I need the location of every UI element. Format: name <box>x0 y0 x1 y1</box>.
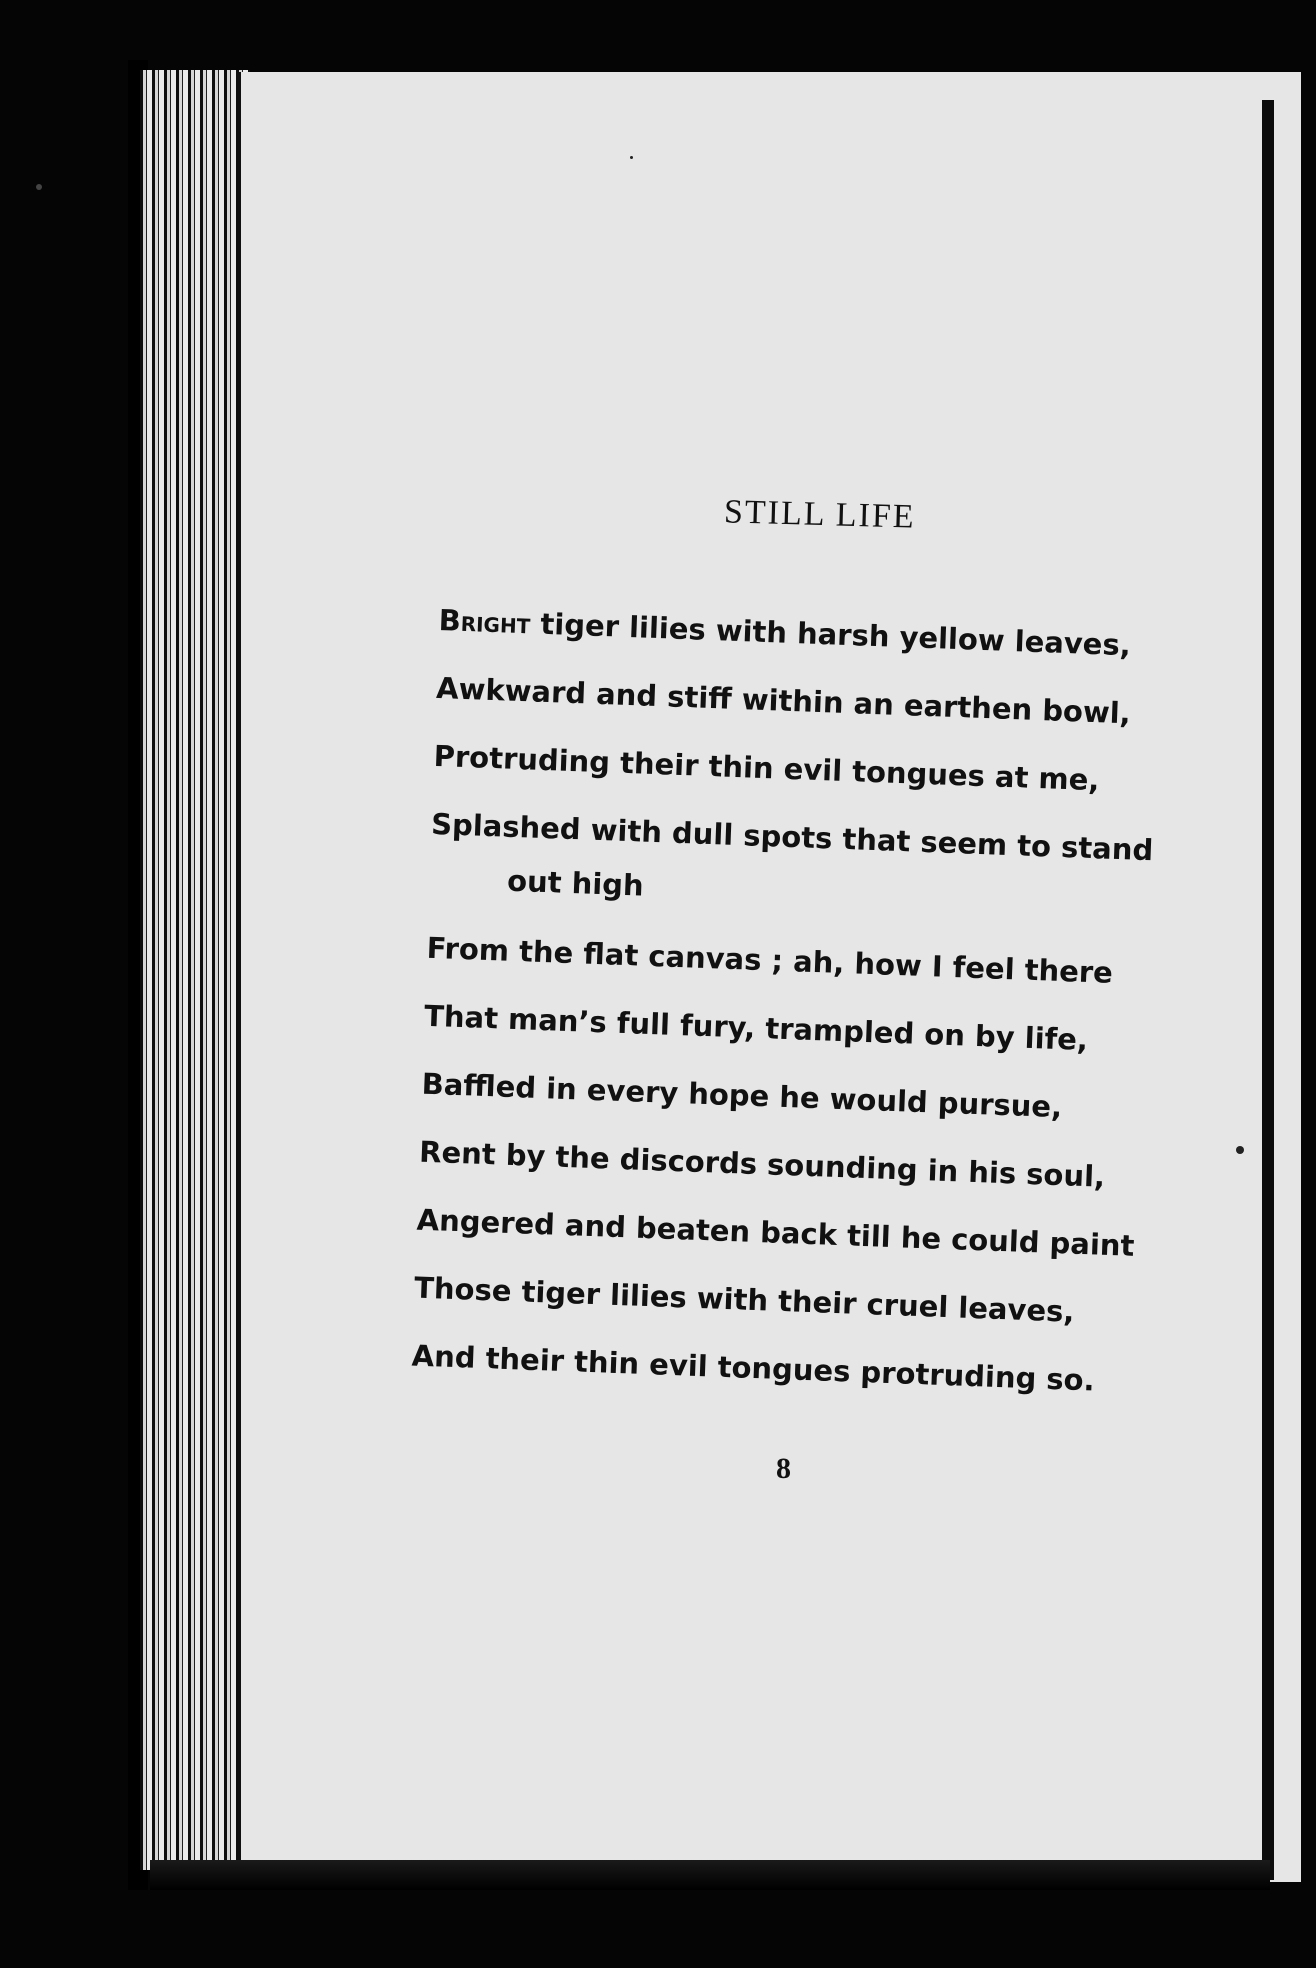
poem-line-text: tiger lilies with harsh yellow leaves, <box>529 606 1132 663</box>
poem-line: Baffled in every hope he would pursue, <box>421 1066 1063 1125</box>
page-stack-edges <box>140 70 250 1870</box>
poem-line: Angered and beaten back till he could paint <box>416 1202 1136 1263</box>
poem-line: From the flat canvas ; ah, how I feel there <box>426 930 1114 990</box>
poem-line: Splashed with dull spots that seem to stand <box>430 806 1154 868</box>
scan-speck <box>1236 1146 1244 1154</box>
page-number: 8 <box>776 1452 791 1485</box>
page-gutter-edge <box>1262 100 1274 1880</box>
poem-line: Rent by the discords sounding in his soul, <box>418 1134 1106 1194</box>
poem-line-lead: Bright <box>438 602 532 641</box>
poem-line: Those tiger lilies with their cruel leaves, <box>413 1270 1075 1329</box>
poem-line: That man’s full fury, trampled on by life, <box>423 998 1089 1058</box>
poem-line: And their thin evil tongues protruding so. <box>411 1338 1096 1398</box>
poem-body <box>411 586 1200 1417</box>
poem-line: Awkward and stiff within an earthen bowl, <box>435 670 1132 731</box>
bottom-shadow <box>150 1860 1270 1890</box>
poem-line-continuation: out high <box>506 863 645 903</box>
scan-speck <box>36 184 42 190</box>
scan-speck <box>630 156 633 159</box>
poem-line: Protruding their thin evil tongues at me, <box>433 738 1100 798</box>
poem-title: STILL LIFE <box>723 493 917 536</box>
